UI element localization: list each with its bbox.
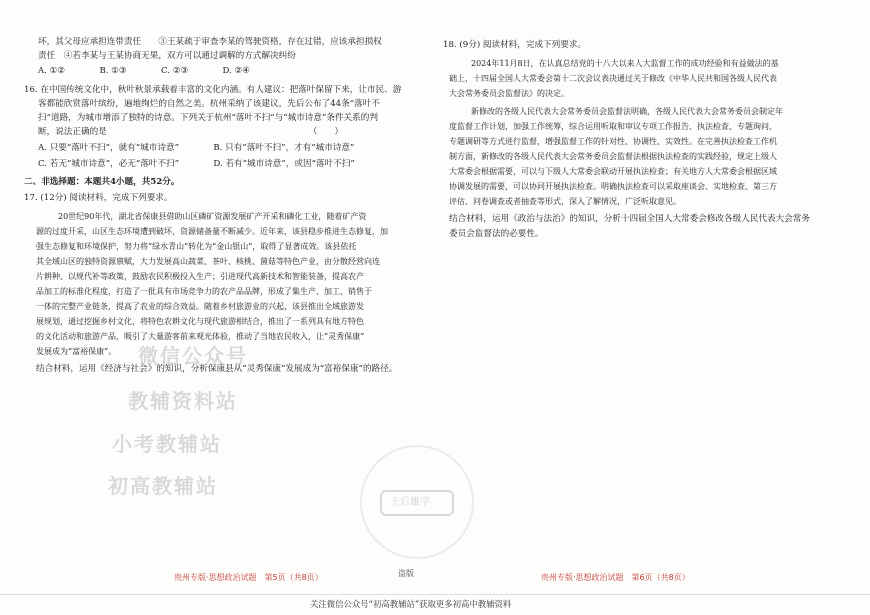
option-line: C. 若无“城市诗意”，必无“落叶不扫” D. 若有“城市诗意”，或因“落叶不扫” <box>38 159 355 169</box>
material-line: 大会常务委员会监督法》的决定。 <box>449 89 569 98</box>
watermark: 初高教辅站 <box>108 474 218 498</box>
material-line: 展规划，通过挖掘乡村文化，将特色农耕文化与现代旅游相结合，推出了一系列具有地方特色 <box>36 317 364 326</box>
text-line: 坏，其父母应承担连带责任 ③王某疏于审查李某的驾驶资格，存在过错，应该承担损权 <box>38 37 382 47</box>
divider <box>0 594 870 595</box>
question-prompt: 结合材料，运用《经济与社会》的知识，分析保康县从“灵秀保康”发展成为“富裕保康”的路径。 <box>36 364 398 374</box>
question-16: 16. 在中国传统文化中，秋叶秋景承载着丰富的文化内涵。有人建议：把落叶保留下来，让市民、游 <box>24 85 402 95</box>
watermark: 小考教辅站 <box>112 432 222 456</box>
material-line: 制方面，新修改的各级人民代表大会常务委员会监督法根据执法检查的实践经验，规定上级人 <box>449 152 777 161</box>
material-line: 片耕种、以规代补等政策，鼓励农民积极投入生产；引进现代高新技术和智能装备，提高农产 <box>36 272 364 281</box>
text-line: 断，说法正确的是 （ ） <box>38 127 344 137</box>
question-18: 18. (9分) 阅读材料，完成下列要求。 <box>443 40 587 50</box>
text-line: 扫”道路，为城市增添了独特的诗意。下列关于杭州“落叶不扫”与“城市诗意”条件关系的判 <box>38 113 378 123</box>
text-line: 客都能欣赏落叶缤纷，遍地绚烂的自然之美。杭州采纳了该建议，先后公布了44条“落叶不 <box>38 99 380 109</box>
material-line: 其全域山区的独特资源禀赋，大力发展高山蔬菜、茶叶、核桃、菌菇等特色产业，由分散经营向连 <box>36 257 380 266</box>
material-line: 评估、问卷调查或者抽查等形式，深入了解情况，广泛听取意见。 <box>449 197 681 206</box>
material-line: 发展成为“富裕保康”。 <box>36 347 117 356</box>
material-line: 源的过度开采，山区生态环境遭到破坏，资源储备量不断减少。近年来，该县稳步推进生态修复，加 <box>36 227 388 236</box>
watermark: 微信公众号 <box>138 344 248 368</box>
material-line: 的文化活动和旅游产品，吸引了大量游客前来观光体验，推动了当地农民收入，让“灵秀保康” <box>36 332 365 341</box>
option-line: A. ①② B. ①③ C. ②③ D. ②④ <box>38 66 250 76</box>
material-line: 础上，十四届全国人大常委会第十二次会议表决通过关于修改《中华人民共和国各级人民代表 <box>449 74 777 83</box>
section-heading: 二、非选择题：本题共4小题，共52分。 <box>24 177 180 187</box>
question-prompt: 结合材料，运用《政治与法治》的知识，分析十四届全国人大常委会修改各级人民代表大会常务 <box>449 214 810 224</box>
stamp-label: 王后雄学 <box>390 497 430 508</box>
material-line: 品加工的标准化程度，打造了一批具有市场竞争力的农产品品牌，形成了集生产、加工、销售于 <box>36 287 372 296</box>
material-line: 一体的完整产业链条，提高了农业的综合效益。随着乡村旅游业的兴起，该县推出全域旅游发 <box>36 302 364 311</box>
material-line: 强生态修复和环境保护，努力将“绿水青山”转化为“金山银山”，取得了显著成效。该县依托 <box>36 242 357 251</box>
material-line: 专题调研等方式进行监督，增强监督工作的针对性、协调性、实效性。在完善执法检查工作机 <box>449 137 777 146</box>
material-line: 20世纪90年代，湖北省保康县借助山区磷矿资源发展矿产开采和磷化工业，随着矿产资 <box>42 212 367 221</box>
bottom-banner: 关注微信公众号“初高教辅站”获取更多初高中教辅资料 <box>310 599 512 609</box>
watermark: 教辅资料站 <box>128 389 238 413</box>
text-line: 责任 ④若李某与王某协商无果，双方可以通过调解的方式解决纠纷 <box>38 51 296 61</box>
question-17: 17. (12分) 阅读材料，完成下列要求。 <box>24 193 173 203</box>
right-page <box>435 0 870 615</box>
page-footer: 贵州专版·思想政治试题 第5页（共8页） <box>174 573 323 582</box>
material-line: 新修改的各级人民代表大会常务委员会监督法明确，各级人民代表大会常务委员会制定年 <box>455 107 783 116</box>
option-line: A. 只要“落叶不扫”，就有“城市诗意” B. 只有“落叶不扫”，才有“城市诗意” <box>38 143 355 153</box>
page-footer: 贵州专版·思想政治试题 第6页（共8页） <box>541 573 690 582</box>
material-line: 协调发展的需要，可以协同开展执法检查。明确执法检查可以采取座谈会、实地检查、第三方 <box>449 182 777 191</box>
material-line: 度监督工作计划，加强工作统筹，综合运用听取和审议专项工作报告、执法检查、专题询问、 <box>449 122 777 131</box>
material-line: 2024年11月8日，在认真总结党的十八大以来人大监督工作的成功经验和有益做法的基 <box>455 59 779 68</box>
material-line: 大常委会根据需要，可以与下级人大常委会联动开展执法检查；有关地方人大常委会根据区域 <box>449 167 777 176</box>
question-prompt: 委员会监督法的必要性。 <box>449 229 544 239</box>
piracy-label: 盗版 <box>398 569 414 578</box>
